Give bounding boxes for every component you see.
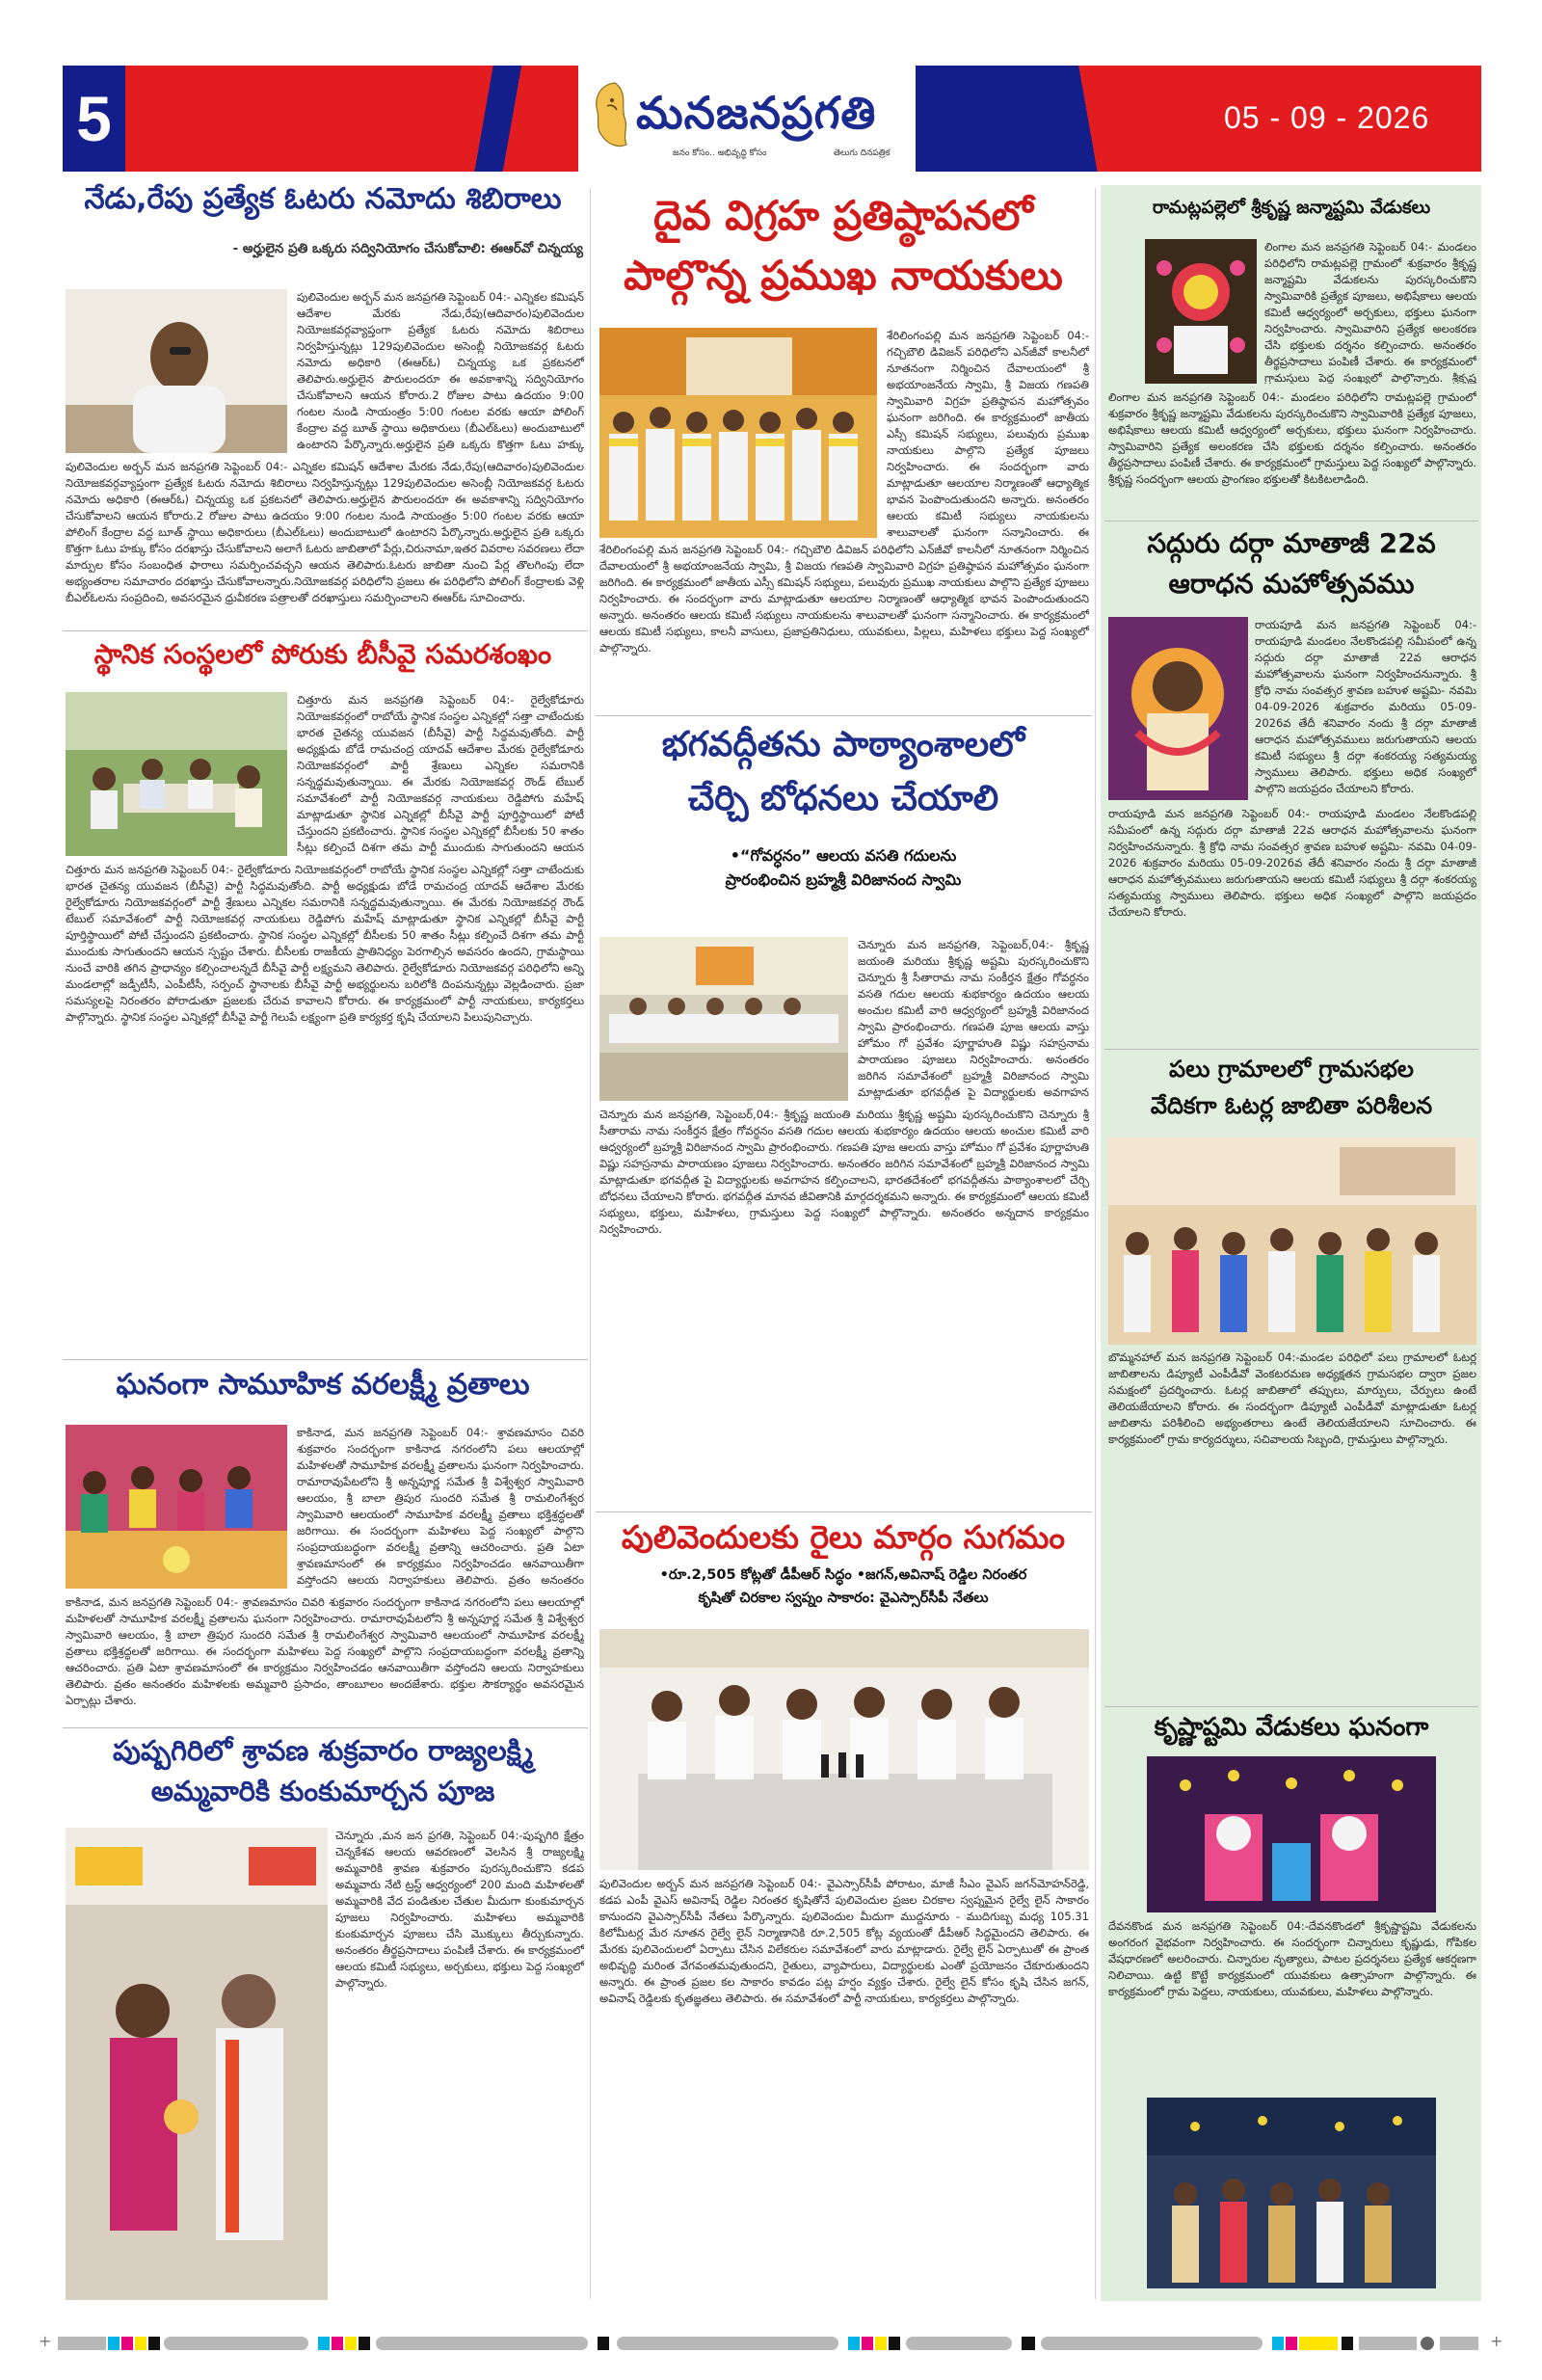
logo-figure-icon xyxy=(586,77,636,154)
body-gram-sabha: బొమ్మనహాల్ మన జనప్రగతి సెప్టెంబర్ 04:-మండల పరిధిలో పలు గ్రామాలలో ఓటర్ల జాబితాలను డిప్యూటీ ఎంపీడీవో వెంకటరమణ అధ్యక్షతన గ్రామసభల ద్వారా ప్రజల సమక్షంలో ప్రదర్శించారు. ఓటర్ల జాబితాలో తప్పులు, మార్పులు, చేర్పులు ఉంటే తెలియజేయాలని కోరారు. ఈ సందర్భంగా డిప్యూటీ ఎంపీడీవో మాట్లాడుతూ ఓటర్ల జాబితాను పరిశీలించి అభ్యంతరాలు ఉంటే తెలియజేయాలని సూచించారు. ఈ కార్యక్రమంలో గ్రామ కార్యదర్శులు, సచివాలయ సిబ్బంది, గ్రామస్తులు పాల్గొన్నారు. xyxy=(1108,1350,1476,1446)
registration-magenta xyxy=(121,2337,133,2350)
body-idol-intro: శేరిలింగంపల్లి మన జనప్రగతి సెప్టెంబర్ 04:- గచ్చిబౌలి డివిజన్ పరిధిలోని ఎన్‌జీవో కాలనీలో నూతనంగా నిర్మించిన దేవాలయంలో శ్రీ అభయాంజనేయ స్వామి, శ్రీ విజయ గణపతి స్వామివారి విగ్రహ ప్రతిష్ఠాపన మహోత్సవం ఘనంగా జరిగింది. ఈ కార్యక్రమంలో జాతీయ ఎస్సీ కమిషన్ సభ్యులు, పలువురు ప్రముఖ నాయకులు పాల్గొని ప్రత్యేక పూజలు నిర్వహించారు. ఈ సందర్భంగా వారు మాట్లాడుతూ ఆలయాల నిర్మాణంతో ఆధ్యాత్మిక భావన పెంపొందుతుందని అన్నారు. అనంతరం ఆలయ కమిటీ సభ్యులు నాయకులను శాలువాలతో ఘనంగా సన్మానించారు. ఈ xyxy=(887,329,1089,538)
headline-pushpagiri-2: అమ్మవారికి కుంకుమార్చన పూజ xyxy=(150,1775,495,1807)
registration-black xyxy=(598,2337,609,2350)
column-divider xyxy=(590,188,591,2299)
photo-idol-installation xyxy=(599,328,877,538)
registration-dot xyxy=(1421,2337,1434,2350)
registration-bar xyxy=(1041,2337,1263,2350)
issue-date: 05 - 09 - 2026 xyxy=(1224,100,1430,135)
headline-gram-sabha-2: వేదికగా ఓటర్ల జాబితా పరిశీలన xyxy=(1150,1092,1433,1119)
photo-krishnashtami-celebration xyxy=(1147,1756,1436,1912)
page-number: 5 xyxy=(63,66,125,172)
photo-railway-press-meet xyxy=(599,1629,1089,1870)
rule xyxy=(1104,1049,1478,1050)
registration-bar xyxy=(617,2337,838,2350)
photo-pushpagiri-puja xyxy=(66,1828,328,2300)
photo-voter-officer xyxy=(66,289,287,453)
registration-black xyxy=(1342,2337,1353,2350)
rule xyxy=(63,630,588,631)
photo-krishnashtami-procession xyxy=(1147,2098,1436,2288)
headline-janmashtami: రామట్లపల్లెలో శ్రీకృష్ణ జన్మాష్టమి వేడుకలు xyxy=(1152,198,1431,218)
headline-idol-1: దైవ విగ్రహ ప్రతిష్ఠాపనలో xyxy=(653,192,1033,239)
registration-bar xyxy=(164,2337,308,2350)
body-pushpagiri: చెన్నూరు ,మన జన ప్రగతి, సెప్టెంబర్ 04:-పుష్పగిరి క్షేత్రం చెన్నకేశవ ఆలయ ఆవరణంలో వెలసిన శ్రీ రాజ్యలక్ష్మి అమ్మవారికి శ్రావణ శుక్రవారం పురస్కరించుకొని కడప అమ్మవారు నేటి ట్రస్ట్ ఆధ్వర్యంలో 200 మంది మహిళలతో అమ్మవారికి వేద పండితుల చేతుల మీదుగా కుంకుమార్చన పూజలు నిర్వహించారు. మహిళలు అమ్మవారికి కుంకుమార్చన పూజలు చేసి మొక్కులు తీర్చుకున్నారు. అనంతరం తీర్థప్రసాదాలు పంపిణీ చేశారు. ఈ కార్యక్రమంలో ఆలయ కమిటీ సభ్యులు, అర్చకులు, భక్తులు పెద్ద సంఖ్యలో పాల్గొన్నారు. xyxy=(335,1829,584,1990)
photo-govardhanam-event xyxy=(599,937,848,1101)
registration-yellow xyxy=(345,2337,357,2350)
photo-krishna-idol xyxy=(1145,239,1257,384)
body-voter: పులివెందుల అర్బన్ మన జనప్రగతి సెప్టెంబర్ 04:- ఎన్నికల కమిషన్ ఆదేశాల మేరకు నేడు,రేపు(ఆదివారం)పులివెందుల నియోజకవర్గవ్యాప్తంగా ప్రత్యేక ఓటరు నమోదు శిబిరాలు నిర్వహిస్తున్నట్లు 129పులివెందుల అసెంబ్లీ నియోజకవర్గ ఓటరు నమోదు అధికారి (ఈఆర్‌ఓ) చిన్నయ్య ఒక ప్రకటనలో తెలిపారు.అర్హులైన పౌరులందరూ ఈ అవకాశాన్ని సద్వినియోగం చేసుకోవాలని ఆయన కోరారు.2 రోజుల పాటు ఉదయం 9:00 గంటల నుండి సాయంత్రం 5:00 గంటల వరకు ఆయా పోలింగ్ కేంద్రాల వద్ద బూత్ స్థాయి అధికారులు (బీఎల్‌ఓలు) అందుబాటులో ఉంటారని పేర్కొన్నారు.అర్హులైన ప్రతి ఒక్కరు కొత్తగా ఓటు హక్కు కోసం దరఖాస్తు చేసుకోవాలని అలాగే ఓటరు జాబితాలో పేర్లు,చిరునామా,ఇతర వివరాల సవరణలు లేదా మార్పుల కోసం సంబంధిత ఫారాలు సమర్పించవచ్చని ఆయన తెలిపారు.ఓటరు జాబితా నుంచి పేర్ల తొలగింపు లేదా అభ్యంతరాల సమాచారం దరఖాస్తు చేసుకోవాలన్నారు.నియోజకవర్గ పరిధిలోని ప్రజలు ఈ పరిధిలోని పోలింగ్ కేంద్రాలకు వెళ్లి బీఎల్‌ఓలను సంప్రదించి, అవసరమైన ధ్రువీకరణ పత్రాలతో దరఖాస్తులు సమర్పించాలని ఈఆర్‌ఓ సూచించారు. xyxy=(66,460,584,604)
body-varalakshmi-intro: కాకినాడ, మన జనప్రగతి సెప్టెంబర్ 04:- శ్రావణమాసం చివరి శుక్రవారం సందర్భంగా కాకినాడ నగరంలోని పలు ఆలయాల్లో మహిళలతో సామూహిక వరలక్ష్మీ వ్రతాలను ఘనంగా నిర్వహించారు. రామారావుపేటలోని శ్రీ అన్నపూర్ణ సమేత శ్రీ విశ్వేశ్వర స్వామివారి ఆలయం, శ్రీ బాలా త్రిపుర సుందరి సమేత శ్రీ రామలింగేశ్వర స్వామివారి ఆలయంలో సామూహిక వరలక్ష్మీ వ్రతాలు భక్తిశ్రద్ధలతో జరిగాయి. ఈ సందర్భంగా మహిళలు పెద్ద సంఖ్యలో పాల్గొని సంప్రదాయబద్ధంగా వరలక్ష్మీ వ్రతాన్ని ఆచరించారు. ప్రతి ఏటా శ్రావణమాసంలో ఈ కార్యక్రమం నిర్వహించడం ఆనవాయితీగా వస్తోందని ఆలయ నిర్వాహకులు తెలిపారు. వ్రతం అనంతరం xyxy=(297,1426,584,1587)
registration-cyan xyxy=(108,2337,120,2350)
photo-dargah-mataji xyxy=(1108,617,1248,800)
body-gita: చెన్నూరు మన జనప్రగతి, సెప్టెంబర్,04:- శ్రీకృష్ణ జయంతి మరియు శ్రీకృష్ణ అష్టమి పురస్కరించుకొని చెన్నూరు శ్రీ సీతారామ నామ సంకీర్తన క్షేత్రం గోవర్ధనం వసతి గదుల ఆలయ శుభకార్యం ఉదయం ఆలయ అంచుల కమిటీ వారి ఆధ్వర్యంలో బ్రహ్మశ్రీ విరిజానంద స్వామి ప్రారంభించారు. గణపతి పూజ ఆలయ వాస్తు హోమం గో ప్రవేశం పూర్ణాహుతి విష్ణు సహస్రనామ పారాయణం పూజలు నిర్వహించారు. అనంతరం జరిగిన సమావేశంలో బ్రహ్మశ్రీ విరిజానంద స్వామి మాట్లాడుతూ భగవద్గీత పై విద్యార్థులకు అవగాహన కల్పించాలని, భారతదేశంలో భగవద్గీతను పాఠ్యాంశాలలో చేర్చి బోధనలు చేయాలని కోరారు. భగవద్గీత మానవ జీవితానికి మార్గదర్శకమని అన్నారు. ఈ కార్యక్రమంలో ఆలయ కమిటీ సభ్యులు, భక్తులు, మహిళలు, గ్రామస్తులు పెద్ద సంఖ్యలో పాల్గొన్నారు. అనంతరం అన్నదాన కార్యక్రమం నిర్వహించారు. xyxy=(599,1108,1089,1236)
column-divider xyxy=(1095,188,1096,2299)
body-voter-intro: పులివెందుల అర్బన్ మన జనప్రగతి సెప్టెంబర్ 04:- ఎన్నికల కమిషన్ ఆదేశాల మేరకు నేడు,రేపు(ఆదివారం)పులివెందుల నియోజకవర్గవ్యాప్తంగా ప్రత్యేక ఓటరు నమోదు శిబిరాలు నిర్వహిస్తున్నట్లు 129పులివెందుల అసెంబ్లీ నియోజకవర్గ ఓటరు నమోదు అధికారి (ఈఆర్‌ఓ) చిన్నయ్య ఒక ప్రకటనలో తెలిపారు.అర్హులైన పౌరులందరూ ఈ అవకాశాన్ని సద్వినియోగం చేసుకోవాలని ఆయన కోరారు.2 రోజుల పాటు ఉదయం 9:00 గంటల నుండి సాయంత్రం 5:00 గంటల వరకు ఆయా పోలింగ్ కేంద్రాల వద్ద బూత్ స్థాయి అధికారులు (బీఎల్‌ఓలు) అందుబాటులో ఉంటారని పేర్కొన్నారు.అర్హులైన ప్రతి ఒక్కరు కొత్తగా ఓటు హక్కు xyxy=(297,290,584,451)
headline-varalakshmi: ఘనంగా సామూహిక వరలక్ష్మీ వ్రతాలు xyxy=(116,1368,530,1402)
masthead-tagline-left: జనం కోసం.. అభివృద్ధి కోసం xyxy=(673,148,767,158)
body-local-bodies: చిత్తూరు మన జనప్రగతి సెప్టెంబర్ 04:- రైల్వేకోడూరు నియోజకవర్గంలో రాబోయే స్థానిక సంస్థల ఎన్నికల్లో సత్తా చాటేందుకు భారత చైతన్య యువజన (బీసీవై) పార్టీ సిద్ధమవుతోంది. పార్టీ అధ్యక్షుడు బోడే రామచంద్ర యాదవ్ ఆదేశాల మేరకు రైల్వేకోడూరు నియోజకవర్గంలో పార్టీ శ్రేణులు ఎన్నికల సమరానికి సన్నద్ధమవుతున్నాయి. ఈ మేరకు నియోజకవర్గ రౌండ్ టేబుల్ సమావేశంలో పార్టీ నియోజకవర్గ నాయకులు రెడ్డిపోగు మహేష్ మాట్లాడుతూ స్థానిక ఎన్నికల్లో బీసీవై పార్టీ పూర్తిస్థాయిలో పోటీ చేస్తుందని ప్రకటించారు. స్థానిక సంస్థల ఎన్నికల్లో బీసీలకు 50 శాతం సీట్లు కల్పించే దిశగా తమ పార్టీ ముందుకు సాగుతుందని ఆయన స్పష్టం చేశారు. బీసీలకు రాజకీయ ప్రాతినిధ్యం పెరగాల్సిన అవసరం ఉందని, గ్రామస్థాయి నుంచే వారికి తగిన ప్రాధాన్యం కల్పించాలన్నదే బీసీవై పార్టీ లక్ష్యమని తెలిపారు. రైల్వేకోడూరు నియోజకవర్గ పరిధిలోని అన్ని మండలాల్లో జడ్పీటీసీ, ఎంపీటీసీ, సర్పంచ్ స్థానాలకు బీసీవై పార్టీ అభ్యర్థులను బరిలోకి దింపనున్నట్లు వెల్లడించారు. ప్రజా సమస్యలపై నిరంతరం పోరాడుతూ ప్రజలకు చేరువ కావాలని కోరారు. ఈ కార్యక్రమంలో పార్టీ నాయకులు, కార్యకర్తలు పాల్గొన్నారు. స్థానిక సంస్థల ఎన్నికల్లో బీసీవై పార్టీ గెలుపే లక్ష్యంగా ప్రతి కార్యకర్త కృషి చేయాలని పిలుపునిచ్చారు. xyxy=(66,863,584,1024)
registration-cyan xyxy=(318,2337,330,2350)
registration-bar xyxy=(906,2337,1012,2350)
headline-krishnashtami: కృష్ణాష్టమి వేడుకలు ఘనంగా xyxy=(1154,1713,1429,1742)
registration-black xyxy=(148,2337,160,2350)
registration-bar xyxy=(58,2337,106,2350)
headline-voter: నేడు,రేపు ప్రత్యేక ఓటరు నమోదు శిబిరాలు xyxy=(84,182,562,216)
registration-bar xyxy=(376,2337,588,2350)
rule xyxy=(1104,1706,1478,1707)
photo-bcy-meeting xyxy=(66,692,287,856)
registration-bar xyxy=(1359,2337,1417,2350)
subhead-voter: - అర్హులైన ప్రతి ఒక్కరు సద్వినియోగం చేసుకోవాలి: ఈఆర్‌వో చిన్నయ్య xyxy=(232,241,583,256)
body-local-bodies-intro: చిత్తూరు మన జనప్రగతి సెప్టెంబర్ 04:- రైల్వేకోడూరు నియోజకవర్గంలో రాబోయే స్థానిక సంస్థల ఎన్నికల్లో సత్తా చాటేందుకు భారత చైతన్య యువజన (బీసీవై) పార్టీ సిద్ధమవుతోంది. పార్టీ అధ్యక్షుడు బోడే రామచంద్ర యాదవ్ ఆదేశాల మేరకు రైల్వేకోడూరు నియోజకవర్గంలో పార్టీ శ్రేణులు ఎన్నికల సమరానికి సన్నద్ధమవుతున్నాయి. ఈ మేరకు నియోజకవర్గ రౌండ్ టేబుల్ సమావేశంలో పార్టీ నియోజకవర్గ నాయకులు రెడ్డిపోగు మహేష్ మాట్లాడుతూ స్థానిక ఎన్నికల్లో బీసీవై పార్టీ పూర్తిస్థాయిలో పోటీ చేస్తుందని ప్రకటించారు. స్థానిక సంస్థల ఎన్నికల్లో బీసీలకు 50 శాతం సీట్లు కల్పించే దిశగా తమ పార్టీ ముందుకు సాగుతుందని ఆయన xyxy=(297,693,584,854)
registration-cyan xyxy=(1272,2337,1284,2350)
body-varalakshmi: కాకినాడ, మన జనప్రగతి సెప్టెంబర్ 04:- శ్రావణమాసం చివరి శుక్రవారం సందర్భంగా కాకినాడ నగరంలోని పలు ఆలయాల్లో మహిళలతో సామూహిక వరలక్ష్మీ వ్రతాలను ఘనంగా నిర్వహించారు. రామారావుపేటలోని శ్రీ అన్నపూర్ణ సమేత శ్రీ విశ్వేశ్వర స్వామివారి ఆలయం, శ్రీ బాలా త్రిపుర సుందరి సమేత శ్రీ రామలింగేశ్వర స్వామివారి ఆలయంలో సామూహిక వరలక్ష్మీ వ్రతాలు భక్తిశ్రద్ధలతో జరిగాయి. ఈ సందర్భంగా మహిళలు పెద్ద సంఖ్యలో పాల్గొని సంప్రదాయబద్ధంగా వరలక్ష్మీ వ్రతాన్ని ఆచరించారు. ప్రతి ఏటా శ్రావణమాసంలో ఈ కార్యక్రమం నిర్వహించడం ఆనవాయితీగా వస్తోందని ఆలయ నిర్వాహకులు తెలిపారు. వ్రతం అనంతరం మహిళలకు అమ్మవారి ప్రసాదం, తాంబూలం అందజేశారు. భక్తుల సౌకర్యార్థం అవసరమైన ఏర్పాట్లు చేశారు. xyxy=(66,1595,584,1707)
headline-local-bodies: స్థానిక సంస్థలలో పోరుకు బీసీవై సమరశంఖం xyxy=(93,638,552,670)
rule xyxy=(596,1511,1092,1512)
header-banner-middle xyxy=(916,66,1156,172)
registration-black xyxy=(889,2337,900,2350)
registration-black xyxy=(1022,2337,1035,2350)
headline-railway: పులివెందులకు రైలు మార్గం సుగమం xyxy=(621,1518,1066,1556)
photo-gram-sabha xyxy=(1108,1137,1476,1345)
headline-dargah-2: ఆరాధన మహోత్సవము xyxy=(1168,568,1415,600)
masthead-logo xyxy=(578,66,916,172)
registration-magenta xyxy=(1286,2337,1297,2350)
body-gita-intro: చెన్నూరు మన జనప్రగతి, సెప్టెంబర్,04:- శ్రీకృష్ణ జయంతి మరియు శ్రీకృష్ణ అష్టమి పురస్కరించుకొని చెన్నూరు శ్రీ సీతారామ నామ సంకీర్తన క్షేత్రం గోవర్ధనం వసతి గదుల ఆలయ శుభకార్యం ఉదయం ఆలయ అంచుల కమిటీ వారి ఆధ్వర్యంలో బ్రహ్మశ్రీ విరిజానంద స్వామి ప్రారంభించారు. గణపతి పూజ ఆలయ వాస్తు హోమం గో ప్రవేశం పూర్ణాహుతి విష్ణు సహస్రనామ పారాయణం పూజలు నిర్వహించారు. అనంతరం జరిగిన సమావేశంలో బ్రహ్మశ్రీ విరిజానంద స్వామి మాట్లాడుతూ భగవద్గీత పై విద్యార్థులకు అవగాహన xyxy=(858,938,1089,1099)
body-janmashtami-intro: లింగాల మన జనప్రగతి సెప్టెంబర్ 04:- మండలం పరిధిలోని రామట్లపల్లె గ్రామంలో శుక్రవారం శ్రీకృష్ణ జన్మాష్టమి వేడుకలను పురస్కరించుకొని స్వామివారికి ప్రత్యేక పూజలు, అభిషేకాలు ఆలయ కమిటీ ఆధ్వర్యంలో అర్చకులు, భక్తులు ఘనంగా నిర్వహించారు. స్వామివారిని ప్రత్యేక అలంకరణ చేసి భక్తులకు దర్శనం కల్పించారు. అనంతరం తీర్థప్రసాదాలు పంపిణీ చేశారు. ఈ కార్యక్రమంలో గ్రామస్తులు పెద్ద సంఖ్యలో పాల్గొన్నారు. శ్రీకృష్ణ xyxy=(1264,240,1476,384)
headline-gita-1: భగవద్గీతను పాఠ్యాంశాలలో xyxy=(661,725,1025,764)
headline-idol-2: పాల్గొన్న ప్రముఖ నాయకులు xyxy=(624,252,1063,299)
headline-gram-sabha-1: పలు గ్రామాలలో గ్రామసభల xyxy=(1169,1056,1414,1083)
crop-mark-left: + xyxy=(39,2332,52,2350)
body-railway: పులివెందుల అర్బన్ మన జనప్రగతి సెప్టెంబర్ 04:- వైఎస్సార్‌సీపీ పోరాటం, మాజీ సీఎం వైఎస్ జగన్‌మోహన్‌రెడ్డి, కడప ఎంపీ వైఎస్ అవినాష్ రెడ్డిల నిరంతర కృషితోనే పులివెందుల ప్రజల చిరకాల స్వప్నమైన రైల్వే లైన్ సాకారం కానుందని వైఎస్సార్‌సీపీ నేతలు పేర్కొన్నారు. పులివెందుల మీదుగా ముద్దనూరు - ముదిగుబ్బ మధ్య 105.31 కిలోమీటర్ల మేర నూతన రైల్వే లైన్ నిర్మాణానికి రూ.2,505 కోట్ల వ్యయంతో డీపీఆర్ సిద్ధమైందని తెలిపారు. ఈ మేరకు పులివెందులలో ఏర్పాటు చేసిన విలేకరుల సమావేశంలో వారు మాట్లాడారు. రైల్వే లైన్ ఏర్పాటుతో ఈ ప్రాంత అభివృద్ధి మరింత వేగవంతమవుతుందని, రైతులు, వ్యాపారులు, విద్యార్థులకు ఎంతో ప్రయోజనం చేకూరుతుందని అన్నారు. ఈ ప్రాంత ప్రజల కల సాకారం కావడం పట్ల హర్షం వ్యక్తం చేశారు. రైల్వే లైన్ కోసం కృషి చేసిన జగన్, అవినాష్ రెడ్డిలకు కృతజ్ఞతలు తెలిపారు. ఈ సమావేశంలో పార్టీ నాయకులు, కార్యకర్తలు పాల్గొన్నారు. xyxy=(599,1877,1089,2005)
registration-yellow xyxy=(875,2337,887,2350)
photo-varalakshmi-vratham xyxy=(66,1425,287,1589)
registration-magenta xyxy=(332,2337,343,2350)
registration-cyan xyxy=(848,2337,860,2350)
subhead-gita-2: ప్రారంభించిన బ్రహ్మశ్రీ విరిజానంద స్వామి xyxy=(725,870,962,889)
registration-bar xyxy=(1440,2337,1478,2350)
subhead-gita-1: •“గోవర్ధనం” ఆలయ వసతి గదులను xyxy=(730,846,957,865)
rule xyxy=(63,1727,588,1728)
body-idol: శేరిలింగంపల్లి మన జనప్రగతి సెప్టెంబర్ 04:- గచ్చిబౌలి డివిజన్ పరిధిలోని ఎన్‌జీవో కాలనీలో నూతనంగా నిర్మించిన దేవాలయంలో శ్రీ అభయాంజనేయ స్వామి, శ్రీ విజయ గణపతి స్వామివారి విగ్రహ ప్రతిష్ఠాపన మహోత్సవం ఘనంగా జరిగింది. ఈ కార్యక్రమంలో జాతీయ ఎస్సీ కమిషన్ సభ్యులు, పలువురు ప్రముఖ నాయకులు పాల్గొని ప్రత్యేక పూజలు నిర్వహించారు. ఈ సందర్భంగా వారు మాట్లాడుతూ ఆలయాల నిర్మాణంతో ఆధ్యాత్మిక భావన పెంపొందుతుందని అన్నారు. అనంతరం ఆలయ కమిటీ సభ్యులు నాయకులను శాలువాలతో ఘనంగా సన్మానించారు. ఈ కార్యక్రమంలో ఆలయ కమిటీ సభ్యులు, కాలనీ వాసులు, ప్రజాప్రతినిధులు, యువకులు, పిల్లలు, మహిళలు భక్తులు పెద్ద సంఖ్యలో పాల్గొన్నారు. xyxy=(599,543,1089,655)
headline-pushpagiri-1: పుష్పగిరిలో శ్రావణ శుక్రవారం రాజ్యలక్ష్మి xyxy=(112,1734,534,1767)
registration-black xyxy=(359,2337,370,2350)
body-dargah-intro: రాయపూడి మన జనప్రగతి సెప్టెంబర్ 04:- రాయపూడి మండలం నేలకొండపల్లి సమీపంలో ఉన్న సద్గురు దర్గా మాతాజీ 22వ ఆరాధన మహోత్సవాలను ఘనంగా నిర్వహించనున్నారు. శ్రీ క్రోధి నామ సంవత్సర శ్రావణ బహుళ అష్టమి- నవమి 04-09-2026 శుక్రవారం మరియు 05-09-2026వ తేదీ శనివారం నందు శ్రీ దర్గా మాతాజీ ఆరాధన మహోత్సవములు జరుగుతాయని ఆలయ కమిటీ సభ్యులు శ్రీ దర్గా శంకరయ్య సత్యమయ్య స్వాములు తెలిపారు. భక్తులు అధిక సంఖ్యలో పాల్గొని జయప్రదం చేయాలని కోరారు. xyxy=(1255,618,1476,795)
rule xyxy=(596,715,1092,716)
registration-yellow xyxy=(135,2337,146,2350)
registration-yellow xyxy=(1299,2337,1338,2350)
body-dargah: రాయపూడి మన జనప్రగతి సెప్టెంబర్ 04:- రాయపూడి మండలం నేలకొండపల్లి సమీపంలో ఉన్న సద్గురు దర్గా మాతాజీ 22వ ఆరాధన మహోత్సవాలను ఘనంగా నిర్వహించనున్నారు. శ్రీ క్రోధి నామ సంవత్సర శ్రావణ బహుళ అష్టమి- నవమి 04-09-2026 శుక్రవారం మరియు 05-09-2026వ తేదీ శనివారం నందు శ్రీ దర్గా మాతాజీ ఆరాధన మహోత్సవములు జరుగుతాయని ఆలయ కమిటీ సభ్యులు శ్రీ దర్గా శంకరయ్య సత్యమయ్య స్వాములు తెలిపారు. భక్తులు అధిక సంఖ్యలో పాల్గొని జయప్రదం చేయాలని కోరారు. xyxy=(1108,807,1476,919)
subhead-railway-2: కృషితో చిరకాల స్వప్నం సాకారం: వైఎస్సార్‌సీపీ నేతలు xyxy=(698,1591,989,1606)
masthead-tagline-right: తెలుగు దినపత్రిక xyxy=(834,148,891,158)
body-janmashtami: లింగాల మన జనప్రగతి సెప్టెంబర్ 04:- మండలం పరిధిలోని రామట్లపల్లె గ్రామంలో శుక్రవారం శ్రీకృష్ణ జన్మాష్టమి వేడుకలను పురస్కరించుకొని స్వామివారికి ప్రత్యేక పూజలు, అభిషేకాలు ఆలయ కమిటీ ఆధ్వర్యంలో అర్చకులు, భక్తులు ఘనంగా నిర్వహించారు. స్వామివారిని ప్రత్యేక అలంకరణ చేసి భక్తులకు దర్శనం కల్పించారు. అనంతరం తీర్థప్రసాదాలు పంపిణీ చేశారు. ఈ కార్యక్రమంలో గ్రామస్తులు పెద్ద సంఖ్యలో పాల్గొన్నారు. శ్రీకృష్ణ సందర్భంగా ఆలయ ప్రాంగణం భక్తులతో కిటకిటలాడింది. xyxy=(1108,390,1476,486)
rule xyxy=(63,1359,588,1360)
masthead-title: మనజనప్రగతి xyxy=(636,87,877,139)
crop-mark-right: + xyxy=(1490,2332,1503,2350)
headline-dargah-1: సద్గురు దర్గా మాతాజీ 22వ xyxy=(1147,527,1436,559)
headline-gita-2: చేర్చి బోధనలు చేయాలి xyxy=(687,779,999,818)
header-banner-left xyxy=(125,66,578,172)
registration-magenta xyxy=(862,2337,873,2350)
subhead-railway-1: •రూ.2,505 కోట్లతో డీపీఆర్ సిద్ధం •జగన్,అవినాష్ రెడ్డిల నిరంతర xyxy=(659,1567,1027,1583)
body-krishnashtami: దేవనకొండ మన జనప్రగతి సెప్టెంబర్ 04:-దేవనకొండలో శ్రీకృష్ణాష్టమి వేడుకలను అంగరంగ వైభవంగా నిర్వహించారు. ఈ సందర్భంగా చిన్నారులు కృష్ణుడు, గోపికల వేషధారణలో అలరించారు. చిన్నారుల నృత్యాలు, పాటల ప్రదర్శనలు ప్రత్యేక ఆకర్షణగా నిలిచాయి. ఉట్టి కొట్టే కార్యక్రమంలో యువకులు ఉత్సాహంగా పాల్గొన్నారు. ఈ కార్యక్రమంలో గ్రామ పెద్దలు, నాయకులు, యువకులు, మహిళలు పాల్గొన్నారు. xyxy=(1108,1919,1476,1998)
